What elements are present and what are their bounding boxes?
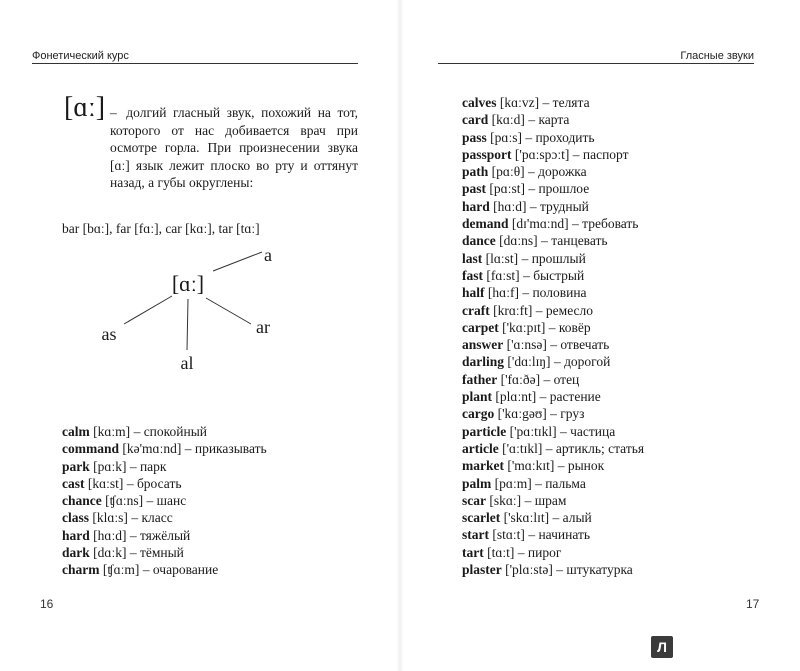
translation: груз: [560, 406, 585, 422]
word-entry: plant [plɑːnt] – растение: [462, 389, 601, 405]
transcription: [krɑːft]: [493, 302, 533, 318]
english-word: command: [62, 441, 119, 457]
translation: очарование: [152, 562, 219, 578]
word-entry: card [kɑːd] – карта: [462, 112, 570, 128]
right-running-head: Гласные звуки: [680, 50, 754, 62]
word-entry: path [pɑːθ] – дорожка: [462, 164, 587, 180]
word-entry: past [pɑːst] – прошлое: [462, 181, 590, 197]
transcription: [klɑːs]: [92, 510, 128, 526]
translation: начинать: [538, 527, 591, 543]
translation: дорогой: [564, 354, 611, 370]
transcription: [kɑːm]: [93, 424, 131, 439]
english-word: tart: [462, 544, 484, 560]
english-word: fast: [462, 267, 483, 283]
english-word: article: [462, 440, 499, 456]
transcription: [dɑːk]: [93, 545, 127, 561]
transcription: [plɑːnt]: [495, 389, 537, 405]
translation: спокойный: [143, 424, 208, 439]
transcription: [fɑːst]: [486, 267, 520, 283]
word-entry: palm [pɑːm] – пальма: [462, 475, 586, 491]
branch-label-al: al: [180, 353, 194, 373]
translation: класс: [141, 510, 173, 526]
english-word: past: [462, 181, 487, 197]
word-entry: fast [fɑːst] – быстрый: [462, 267, 585, 283]
transcription: [kɑːvz]: [499, 95, 540, 110]
english-word: cast: [62, 475, 85, 491]
transcription: [hɑːf]: [487, 285, 519, 301]
branch-line-ar: [206, 298, 251, 324]
translation: быстрый: [533, 267, 585, 283]
transcription: ['kɑːgəʊ]: [497, 406, 547, 422]
branch-label-as: as: [101, 324, 117, 344]
transcription: [skɑː]: [489, 492, 522, 508]
word-entry: hard [hɑːd] – трудный: [462, 198, 589, 214]
english-word: hard: [62, 527, 90, 543]
page-number-right: 17: [746, 597, 760, 611]
translation: карта: [538, 112, 570, 128]
sound-symbol: [ɑː]: [64, 92, 106, 123]
translation: танцевать: [551, 233, 608, 249]
transcription: ['pɑːtɪkl]: [509, 423, 557, 439]
word-entry: father ['fɑːðə] – отец: [462, 371, 580, 387]
diagram-center: [ɑː]: [171, 271, 205, 296]
translation: тяжёлый: [139, 527, 191, 543]
word-entry: tart [tɑːt] – пирог: [462, 544, 562, 560]
word-entry: article ['ɑːtɪkl] – артикль; статья: [462, 440, 645, 456]
transcription: ['mɑːkɪt]: [507, 458, 555, 474]
translation: пирог: [527, 544, 562, 560]
transcription: ['plɑːstə]: [505, 562, 553, 578]
english-word: start: [462, 527, 489, 543]
transcription: ['dɑːlɪŋ]: [507, 354, 551, 370]
english-word: card: [462, 112, 489, 128]
page-number-left: 16: [40, 597, 54, 611]
word-entry: answer ['ɑːnsə] – отвечать: [462, 337, 610, 353]
translation: требовать: [582, 216, 639, 232]
english-word: market: [462, 458, 504, 474]
word-entry: craft [krɑːft] – ремесло: [462, 302, 593, 318]
translation: ковёр: [558, 319, 591, 335]
english-word: passport: [462, 146, 512, 162]
translation: ремесло: [545, 302, 593, 318]
word-entry: scarlet ['skɑːlɪt] – алый: [462, 510, 592, 526]
word-entry: hard [hɑːd] – тяжёлый: [62, 527, 191, 543]
intro-dash: –: [110, 105, 117, 120]
transcription: ['skɑːlɪt]: [503, 510, 550, 526]
english-word: calves: [462, 95, 497, 110]
transcription: [hɑːd]: [493, 198, 527, 214]
word-entry: charm [ʧɑːm] – очарование: [62, 562, 219, 578]
transcription: [lɑːst]: [485, 250, 519, 266]
transcription: ['ɑːtɪkl]: [502, 440, 543, 456]
publisher-logo: Л: [651, 636, 673, 658]
english-word: path: [462, 164, 489, 180]
transcription: [pɑːm]: [494, 475, 532, 491]
transcription: [pɑːk]: [93, 458, 127, 474]
english-word: calm: [62, 424, 90, 439]
english-word: cargo: [462, 406, 495, 422]
translation: прошлый: [531, 250, 586, 266]
translation: бросать: [136, 475, 182, 491]
right-page: [400, 0, 800, 671]
word-entry: start [stɑːt] – начинать: [462, 527, 591, 543]
english-word: half: [462, 285, 485, 301]
transcription: [pɑːθ]: [491, 164, 525, 180]
word-entry: darling ['dɑːlɪŋ] – дорогой: [462, 354, 611, 370]
english-word: craft: [462, 302, 490, 318]
transcription: [ʧɑːm]: [102, 562, 140, 578]
transcription: ['kɑːpɪt]: [502, 319, 546, 335]
word-entry: class [klɑːs] – класс: [62, 510, 173, 526]
english-word: class: [62, 510, 89, 526]
left-word-list: [62, 423, 267, 579]
word-entry: calm [kɑːm] – спокойный: [62, 424, 208, 439]
translation: паспорт: [582, 146, 629, 162]
transcription: ['pɑːspɔːt]: [514, 146, 570, 162]
translation: шанс: [156, 493, 187, 509]
word-entry: chance [ʧɑːns] – шанс: [62, 493, 187, 509]
branch-label-ar: ar: [256, 317, 270, 337]
right-word-list: [462, 94, 644, 578]
english-word: dark: [62, 545, 90, 561]
transcription: [kɑːst]: [87, 475, 124, 491]
transcription: [tɑːt]: [487, 544, 515, 560]
english-word: park: [62, 458, 90, 474]
english-word: hard: [462, 198, 490, 214]
intro-text: долгий гласный звук, похожий на тот, которого от нас добивается врач при осмотре горла. При произнесении звука [ɑː] язык лежит плоско во рту и оттянут назад, а губы округлены:: [110, 105, 358, 190]
english-word: last: [462, 250, 483, 266]
word-entry: demand [dɪ'mɑːnd] – требовать: [462, 216, 639, 232]
branch-label-a: a: [264, 245, 272, 265]
translation: штукатурка: [566, 562, 633, 578]
english-word: demand: [462, 216, 509, 232]
english-word: plaster: [462, 562, 502, 578]
translation: парк: [139, 458, 167, 474]
transcription: ['ɑːnsə]: [506, 337, 547, 353]
word-entry: command [kə'mɑːnd] – приказывать: [62, 441, 267, 457]
english-word: father: [462, 371, 498, 387]
transcription: ['fɑːðə]: [500, 371, 541, 387]
word-entry: market ['mɑːkɪt] – рынок: [462, 458, 605, 474]
english-word: charm: [62, 562, 100, 578]
translation: отец: [553, 371, 580, 387]
word-entry: last [lɑːst] – прошлый: [462, 250, 586, 266]
transcription: [pɑːs]: [490, 129, 522, 145]
translation: растение: [549, 389, 601, 405]
translation: проходить: [535, 129, 595, 145]
transcription: [ʧɑːns]: [105, 493, 144, 509]
word-entry: dark [dɑːk] – тёмный: [62, 545, 184, 561]
translation: телята: [552, 95, 590, 110]
word-entry: scar [skɑː] – шрам: [462, 492, 567, 508]
translation: шрам: [534, 492, 567, 508]
translation: частица: [570, 423, 616, 439]
header-rule: [438, 63, 754, 64]
translation: артикль; статья: [555, 440, 645, 456]
english-word: particle: [462, 423, 507, 439]
english-word: scarlet: [462, 510, 501, 526]
translation: отвечать: [560, 337, 610, 353]
transcription: [stɑːt]: [492, 527, 525, 543]
english-word: carpet: [462, 319, 499, 335]
branch-line-al: [187, 299, 188, 350]
transcription: [dɪ'mɑːnd]: [511, 216, 569, 232]
translation: прошлое: [538, 181, 590, 197]
word-entry: half [hɑːf] – половина: [462, 285, 587, 301]
example-words: bar [bɑː], far [fɑː], car [kɑː], tar [tɑː]: [62, 221, 260, 236]
transcription: [kɑːd]: [491, 112, 525, 128]
translation: рынок: [567, 458, 605, 474]
english-word: scar: [462, 492, 486, 508]
word-entry: particle ['pɑːtɪkl] – частица: [462, 423, 616, 439]
branch-line-a: [213, 252, 262, 271]
word-entry: pass [pɑːs] – проходить: [462, 129, 595, 145]
transcription: [kə'mɑːnd]: [122, 441, 182, 457]
word-entry: passport ['pɑːspɔːt] – паспорт: [462, 146, 629, 162]
translation: приказывать: [194, 441, 267, 457]
branch-line-as: [124, 296, 172, 324]
english-word: palm: [462, 475, 492, 491]
english-word: dance: [462, 233, 496, 249]
word-entry: cargo ['kɑːgəʊ] – груз: [462, 406, 585, 422]
word-entry: cast [kɑːst] – бросать: [62, 475, 182, 491]
translation: пальма: [545, 475, 586, 491]
english-word: darling: [462, 354, 505, 370]
transcription: [pɑːst]: [489, 181, 525, 197]
translation: половина: [532, 285, 587, 301]
translation: трудный: [539, 198, 589, 214]
transcription: [hɑːd]: [93, 527, 127, 543]
spelling-diagram: [0, 0, 400, 400]
english-word: pass: [462, 129, 487, 145]
word-entry: park [pɑːk] – парк: [62, 458, 167, 474]
left-running-head: Фонетический курс: [32, 50, 129, 62]
translation: дорожка: [538, 164, 587, 180]
english-word: chance: [62, 493, 102, 509]
english-word: plant: [462, 389, 493, 405]
translation: тёмный: [139, 545, 184, 561]
word-entry: carpet ['kɑːpɪt] – ковёр: [462, 319, 591, 335]
transcription: [dɑːns]: [499, 233, 538, 249]
word-entry: calves [kɑːvz] – телята: [462, 95, 590, 110]
word-entry: dance [dɑːns] – танцевать: [462, 233, 608, 249]
word-entry: plaster ['plɑːstə] – штукатурка: [462, 562, 633, 578]
translation: алый: [562, 510, 592, 526]
english-word: answer: [462, 337, 504, 353]
